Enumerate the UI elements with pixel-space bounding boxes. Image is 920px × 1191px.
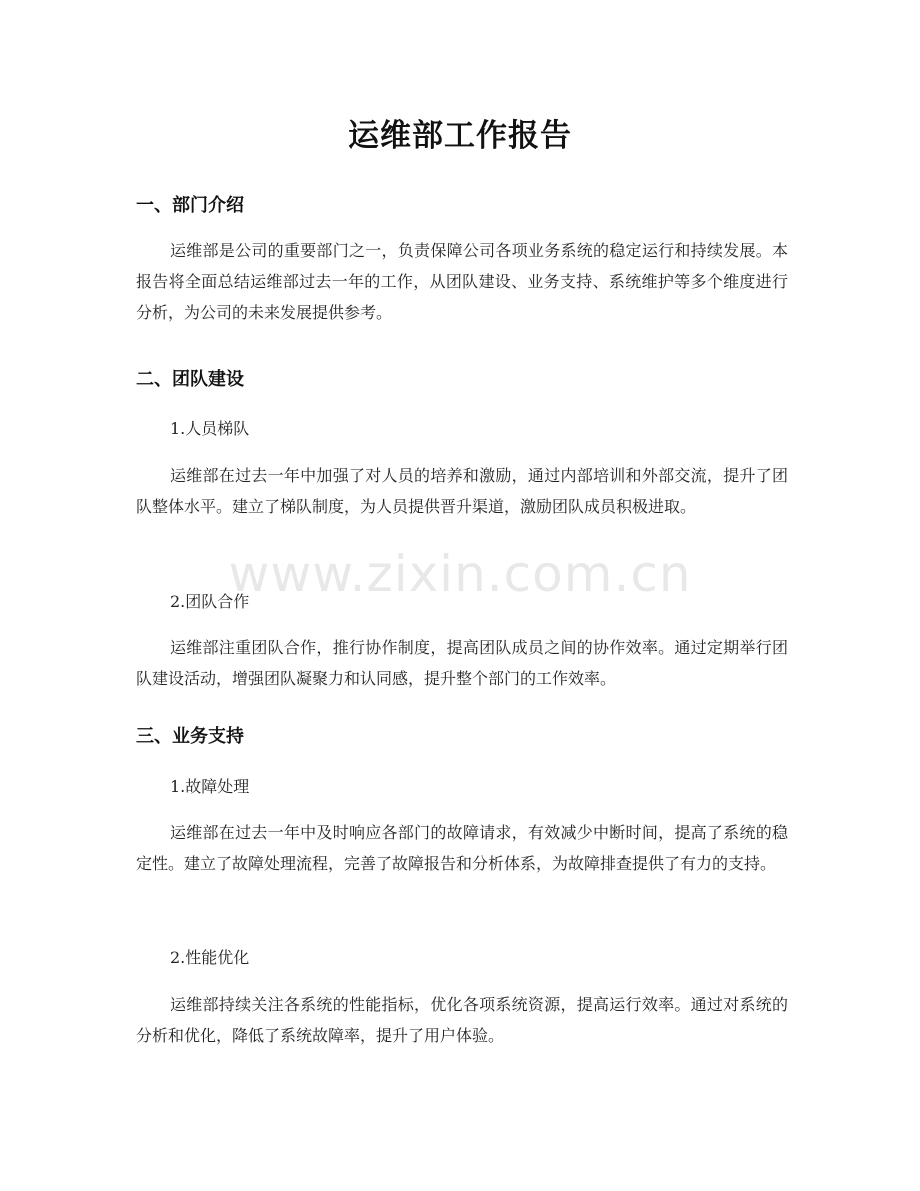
subsection-title-performance: 2.性能优化 bbox=[170, 948, 250, 967]
document-title: 运维部工作报告 bbox=[348, 118, 572, 154]
subsection-title-fault: 1.故障处理 bbox=[170, 777, 250, 796]
fault-paragraph: 运维部在过去一年中及时响应各部门的故障请求，有效减少中断时间，提高了系统的稳定性。建立了故障处理流程，完善了故障报告和分析体系，为故障排查提供了有力的支持。 bbox=[136, 823, 788, 873]
teamwork-paragraph: 运维部注重团队合作，推行协作制度，提高团队成员之间的协作效率。通过定期举行团队建设活动，增强团队凝聚力和认同感，提升整个部门的工作效率。 bbox=[136, 638, 788, 688]
staffing-paragraph: 运维部在过去一年中加强了对人员的培养和激励，通过内部培训和外部交流，提升了团队整体水平。建立了梯队制度，为人员提供晋升渠道，激励团队成员积极进取。 bbox=[136, 466, 788, 516]
performance-paragraph: 运维部持续关注各系统的性能指标，优化各项系统资源，提高运行效率。通过对系统的分析和优化，降低了系统故障率，提升了用户体验。 bbox=[136, 995, 788, 1045]
subsection-title-teamwork: 2.团队合作 bbox=[170, 592, 250, 611]
watermark: www.zixin.com.cn bbox=[228, 545, 692, 603]
intro-paragraph: 运维部是公司的重要部门之一，负责保障公司各项业务系统的稳定运行和持续发展。本报告将全面总结运维部过去一年的工作，从团队建设、业务支持、系统维护等多个维度进行分析，为公司的未来发展提供参考。 bbox=[136, 241, 788, 322]
subsection-title-staffing: 1.人员梯队 bbox=[170, 419, 250, 438]
section-heading-business: 三、业务支持 bbox=[136, 726, 244, 747]
section-heading-team: 二、团队建设 bbox=[136, 369, 244, 390]
section-heading-intro: 一、部门介绍 bbox=[136, 195, 244, 216]
